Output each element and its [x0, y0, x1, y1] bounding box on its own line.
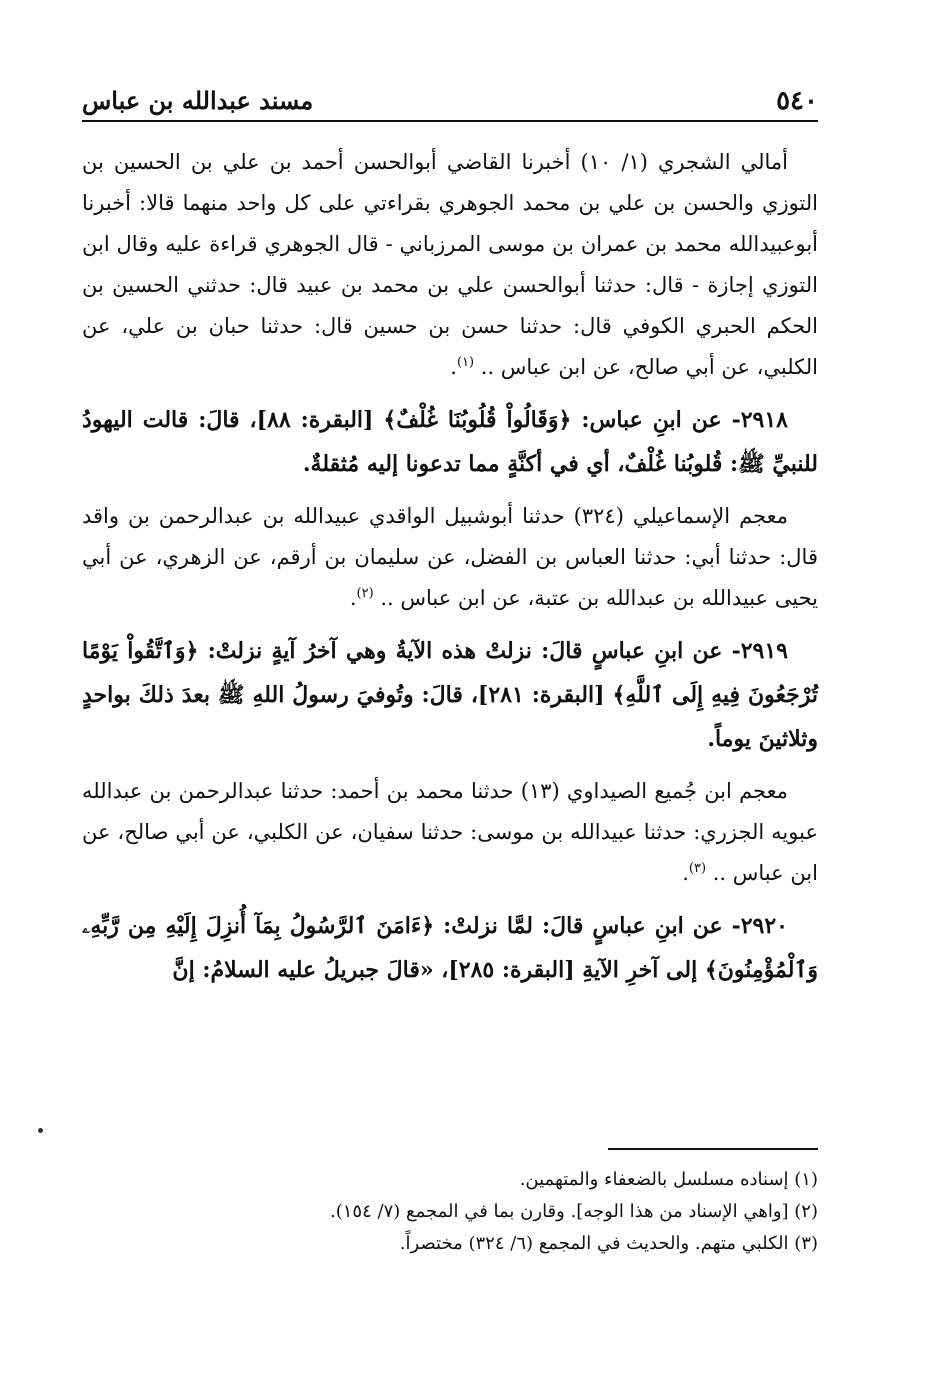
- footnote-ref: (٣): [688, 861, 707, 876]
- running-title: مسند عبدالله بن عباس: [82, 86, 314, 115]
- ink-speck: [38, 1128, 43, 1133]
- source-paragraph: أمالي الشجري (١/ ١٠) أخبرنا القاضي أبوالحسن أحمد بن علي بن الحسين بن التوزي والحسن بن علي بن محمد الجوهري بقراءتي على كل واحد منهما قالا: أخبرنا أبوعبيدالله محمد بن عمران بن موسى المرزباني - قال الجوهري قراءة عليه وقال ابن التوزي إجازة - قال: حدثنا أبوالحسن علي بن محمد بن عبيد قال: حدثني الحسين بن الحكم الحبري الكوفي قال: حدثنا حسن بن حسين قال: حدثنا حبان بن علي، عن الكلبي، عن أبي صالح، عن ابن عباس .. $^{(١)}$.: [82, 150, 818, 379]
- page-number: ٥٤٠: [776, 86, 818, 116]
- footnote-ref: (١): [456, 355, 475, 370]
- hadith-paragraph: ٢٩١٩- عن ابنِ عباسٍ قالَ: نزلتْ هذه الآيةُ وهي آخرُ آيةٍ نزلتْ: ﴿وَٱتَّقُواْ يَوْمًا تُرْجَعُونَ فِيهِ إِلَى ٱللَّهِ﴾ [البقرة: ٢٨١]، قالَ: وتُوفيَ رسولُ اللهِ ﷺ بعدَ ذلكَ بواحدٍ وثلاثينَ يوماً.: [82, 638, 818, 752]
- footnote-separator: [608, 1148, 818, 1150]
- source-paragraph: معجم ابن جُميع الصيداوي (١٣) حدثنا محمد بن أحمد: حدثنا عبدالرحمن بن عبدالله عبويه الجزري: حدثنا عبيدالله بن موسى: حدثنا سفيان، عن الكلبي، عن أبي صالح، عن ابن عباس .. $^{(٣)}$.: [82, 779, 818, 885]
- page-header: [82, 82, 818, 122]
- footnote: (٢) [واهي الإسناد من هذا الوجه]. وقارن بما في المجمع (٧/ ١٥٤).: [330, 1201, 818, 1222]
- main-text: [82, 142, 818, 992]
- footnote-ref: (٢): [356, 586, 374, 601]
- footnote: (١) إسناده مسلسل بالضعفاء والمتهمين.: [519, 1169, 818, 1190]
- hadith-paragraph: ٢٩٢٠- عن ابنِ عباسٍ قالَ: لمَّا نزلتْ: ﴿ءَامَنَ ٱلرَّسُولُ بِمَآ أُنزِلَ إِلَيْهِ مِن رَّبِّهِۦ وَٱلْمُؤْمِنُونَ﴾ إلى آخرِ الآيةِ [البقرة: ٢٨٥]، «قالَ جبريلُ عليه السلامُ: إنَّ: [82, 913, 818, 983]
- footnotes: [82, 1164, 818, 1260]
- book-page: [82, 82, 818, 1312]
- footnote: (٣) الكلبي متهم. والحديث في المجمع (٦/ ٣٢٤) مختصراً.: [399, 1233, 818, 1254]
- source-paragraph: معجم الإسماعيلي (٣٢٤) حدثنا أبوشبيل الواقدي عبيدالله بن عبدالرحمن بن واقد قال: حدثنا أبي: حدثنا العباس بن الفضل، عن سليمان بن أرقم، عن الزهري، عن أبي يحيى عبيدالله بن عبدالله بن عتبة، عن ابن عباس .. $^{(٢)}$.: [82, 504, 818, 610]
- hadith-paragraph: ٢٩١٨- عن ابنِ عباس: ﴿وَقَالُواْ قُلُوبُنَا غُلْفٌ﴾ [البقرة: ٨٨]، قالَ: قالت اليهودُ للنبيِّ ﷺ: قُلوبُنا غُلْفٌ، أي في أكنَّةٍ مما تدعونا إليه مُثقلةٌ.: [82, 407, 818, 477]
